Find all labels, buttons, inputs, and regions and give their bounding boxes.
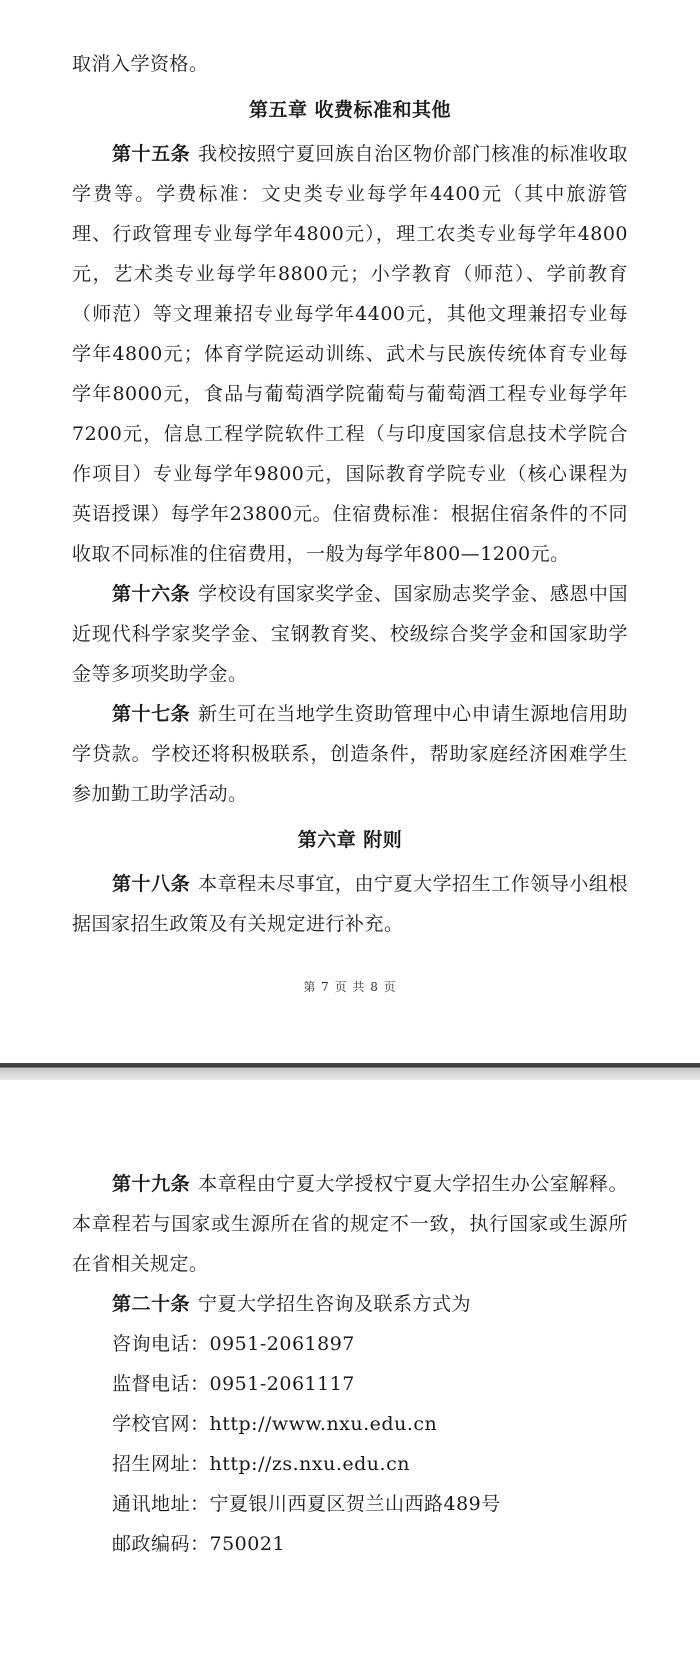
article-15-text: 我校按照宁夏回族自治区物价部门核准的标准收取学费等。学费标准：文史类专业每学年4400元（其中旅游管理、行政管理专业每学年4800元），理工农类专业每学年4800元，艺术类专业每学年8800元；小学教育（师范）、学前教育（师范）等文理兼招专业每学年4400元，其他文理兼招专业每学年4800元；体育学院运动训练、武术与民族传统体育专业每学年8000元，食品与葡萄酒学院葡萄与葡萄酒工程专业每学年7200元，信息工程学院软件工程（与印度国家信息技术学院合作项目）专业每学年9800元，国际教育学院专业（核心课程为英语授课）每学年23800元。住宿费标准：根据住宿条件的不同收取不同标准的住宿费用，一般为每学年800—1200元。: [72, 143, 628, 565]
article-17-text: 新生可在当地学生资助管理中心申请生源地信用助学贷款。学校还将积极联系，创造条件，帮助家庭经济困难学生参加勤工助学活动。: [72, 703, 628, 805]
mailing-address: 通讯地址：宁夏银川西夏区贺兰山西路489号: [112, 1493, 501, 1515]
article-18: [72, 864, 628, 944]
article-17-label: 第十七条: [112, 703, 191, 725]
article-16-label: 第十六条: [112, 583, 191, 605]
carry-over-line: 取消入学资格。: [72, 53, 209, 75]
article-16: [72, 574, 628, 694]
page-body: [72, 44, 628, 944]
supervise-phone: 监督电话：0951-2061117: [112, 1373, 355, 1395]
article-19-label: 第十九条: [112, 1173, 191, 1195]
admissions-website: 招生网址：http://zs.nxu.edu.cn: [112, 1453, 410, 1475]
document-page-8: [0, 1080, 700, 1666]
article-15: [72, 134, 628, 574]
chapter-5-heading: 第五章 收费标准和其他: [248, 99, 452, 121]
article-18-label: 第十八条: [112, 873, 191, 895]
article-19-text: 本章程由宁夏大学授权宁夏大学招生办公室解释。本章程若与国家或生源所在省的规定不一致，执行国家或生源所在省相关规定。: [72, 1173, 628, 1275]
page-separator: [0, 1063, 700, 1080]
school-website: 学校官网：http://www.nxu.edu.cn: [112, 1413, 438, 1435]
article-18-text: 本章程未尽事宜，由宁夏大学招生工作领导小组根据国家招生政策及有关规定进行补充。: [72, 873, 628, 935]
article-16-text: 学校设有国家奖学金、国家励志奖学金、感恩中国近现代科学家奖学金、宝钢教育奖、校级综合奖学金和国家助学金等多项奖助学金。: [72, 583, 628, 685]
article-20-text: 宁夏大学招生咨询及联系方式为: [198, 1293, 472, 1315]
consult-phone: 咨询电话：0951-2061897: [112, 1333, 355, 1355]
article-20-label: 第二十条: [112, 1293, 191, 1315]
chapter-6-heading: 第六章 附则: [297, 829, 403, 851]
article-17: [72, 694, 628, 814]
article-15-label: 第十五条: [112, 143, 191, 165]
page-body: [72, 1164, 628, 1564]
page-number-footer: 第 7 页 共 8 页: [303, 980, 397, 994]
article-20: [72, 1284, 628, 1324]
postal-code: 邮政编码：750021: [112, 1533, 286, 1555]
article-19: [72, 1164, 628, 1284]
